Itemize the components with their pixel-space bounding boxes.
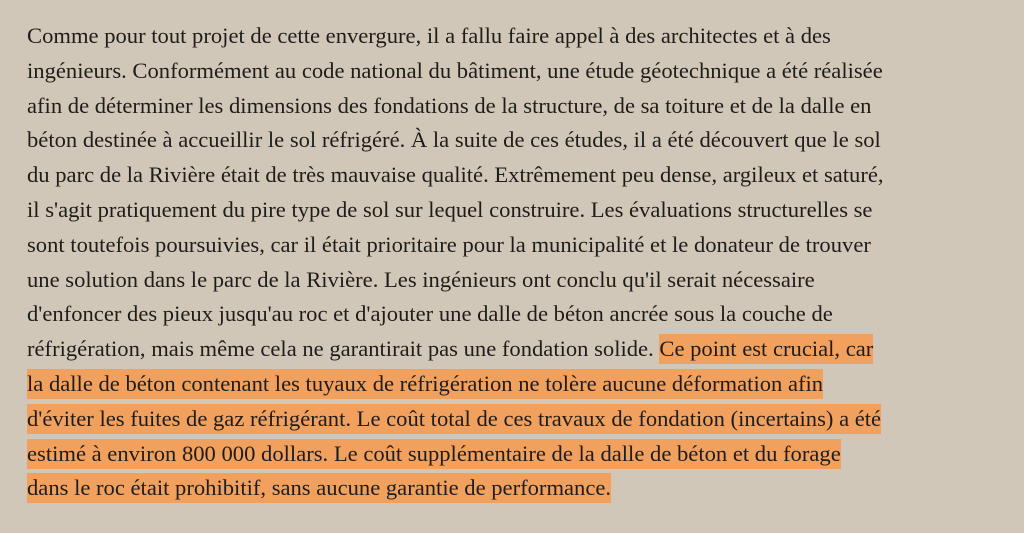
text-line: d'enfoncer des pieux jusqu'au roc et d'ajouter une dalle de béton ancrée sous la couche de — [27, 301, 833, 327]
text-line: il s'agit pratiquement du pire type de sol sur lequel construire. Les évaluations structurelles se — [27, 196, 873, 222]
text-line: Comme pour tout projet de cette envergure, il a fallu faire appel à des architectes et à des — [27, 23, 831, 48]
mixed-line — [27, 332, 1004, 367]
highlighted-line — [27, 471, 1004, 506]
text-segment: réfrigération, mais même cela ne garantirait pas une fondation solide. — [27, 336, 660, 362]
text-line: béton destinée à accueillir le sol réfrigéré. À la suite de ces études, il a été découvert que le sol — [27, 127, 881, 153]
highlighted-line — [27, 402, 1004, 437]
text-line: sont toutefois poursuivies, car il était prioritaire pour la municipalité et le donateur de trouver — [27, 231, 871, 257]
body-paragraph — [27, 19, 1004, 506]
text-line: ingénieurs. Conformément au code national du bâtiment, une étude géotechnique a été réalisée — [27, 57, 883, 83]
highlighted-text: dans le roc était prohibitif, sans aucune garantie de performance. — [27, 473, 611, 503]
highlighted-text: estimé à environ 800 000 dollars. Le coût supplémentaire de la dalle de béton et du forage — [27, 439, 841, 469]
text-line: afin de déterminer les dimensions des fondations de la structure, de sa toiture et de la dalle en — [27, 92, 872, 118]
highlighted-line — [27, 367, 1004, 402]
highlighted-line — [27, 437, 1004, 472]
highlighted-text: Ce point est crucial, car — [659, 334, 873, 364]
text-line: une solution dans le parc de la Rivière. Les ingénieurs ont conclu qu'il serait nécessaire — [27, 266, 815, 292]
highlighted-text: d'éviter les fuites de gaz réfrigérant. Le coût total de ces travaux de fondation (incertains) a été — [27, 404, 881, 434]
highlighted-text: la dalle de béton contenant les tuyaux de réfrigération ne tolère aucune déformation afin — [27, 369, 823, 399]
text-line: du parc de la Rivière était de très mauvaise qualité. Extrêmement peu dense, argileux et saturé, — [27, 162, 884, 188]
